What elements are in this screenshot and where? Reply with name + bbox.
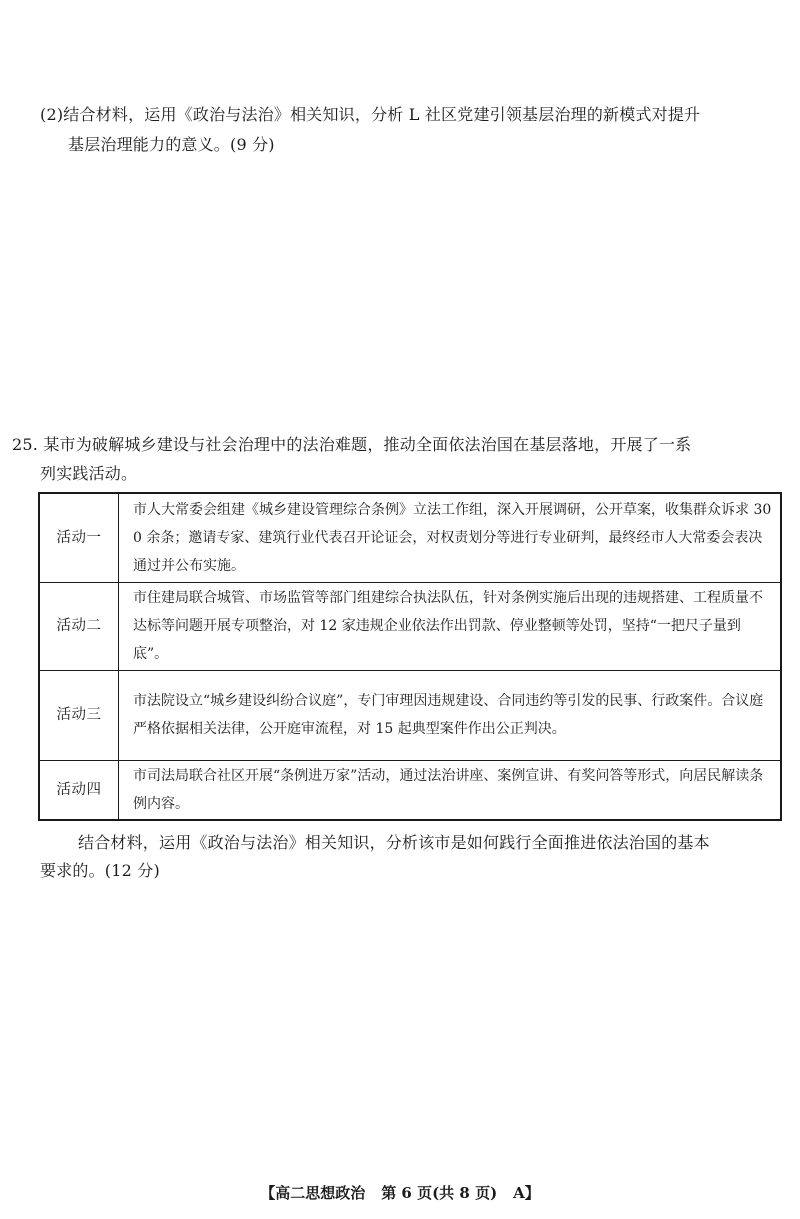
activity-name: 活动一 — [39, 493, 119, 582]
activity-description: 市住建局联合城管、市场监管等部门组建综合执法队伍，针对条例实施后出现的违规搭建、工程质量不达标等问题开展专项整治，对 12 家违规企业依法作出罚款、停业整顿等处罚，坚持“一把尺子量到底”。 — [119, 582, 782, 670]
activity-description: 市法院设立“城乡建设纠纷合议庭”，专门审理因违规建设、合同违约等引发的民事、行政案件。合议庭严格依据相关法律，公开庭审流程，对 15 起典型案件作出公正判决。 — [119, 670, 782, 760]
activity-name: 活动四 — [39, 760, 119, 820]
footer-page-number: 第 6 页(共 8 页) — [381, 1184, 498, 1202]
footer-subject: 【高二思想政治 — [260, 1184, 366, 1202]
table-row — [39, 493, 781, 582]
activity-name: 活动二 — [39, 582, 119, 670]
question-2-line-2: 基层治理能力的意义。(9 分) — [68, 135, 275, 154]
activity-description: 市人大常委会组建《城乡建设管理综合条例》立法工作组，深入开展调研，公开草案，收集群众诉求 300 余条；邀请专家、建筑行业代表召开论证会，对权责划分等进行专业研判，最终经市人大常委会表决通过并公布实施。 — [119, 493, 782, 582]
question-25-intro-line-2: 列实践活动。 — [40, 464, 138, 483]
page-footer — [0, 1182, 800, 1203]
footer-version: A】 — [513, 1184, 540, 1202]
table-row — [39, 760, 781, 820]
table-row — [39, 670, 781, 760]
question-25-task-line-1: 结合材料，运用《政治与法治》相关知识，分析该市是如何践行全面推进依法治国的基本 — [78, 833, 710, 852]
question-25-task-line-2: 要求的。(12 分) — [40, 861, 160, 880]
question-2-line-1: (2)结合材料，运用《政治与法治》相关知识，分析 L 社区党建引领基层治理的新模式对提升 — [40, 105, 701, 124]
question-25-intro-line-1: 25. 某市为破解城乡建设与社会治理中的法治难题，推动全面依法治国在基层落地，开展了一系 — [12, 435, 692, 454]
activity-description: 市司法局联合社区开展“条例进万家”活动，通过法治讲座、案例宣讲、有奖问答等形式，向居民解读条例内容。 — [119, 760, 782, 820]
activity-name: 活动三 — [39, 670, 119, 760]
table-row — [39, 582, 781, 670]
activities-table — [38, 492, 782, 821]
